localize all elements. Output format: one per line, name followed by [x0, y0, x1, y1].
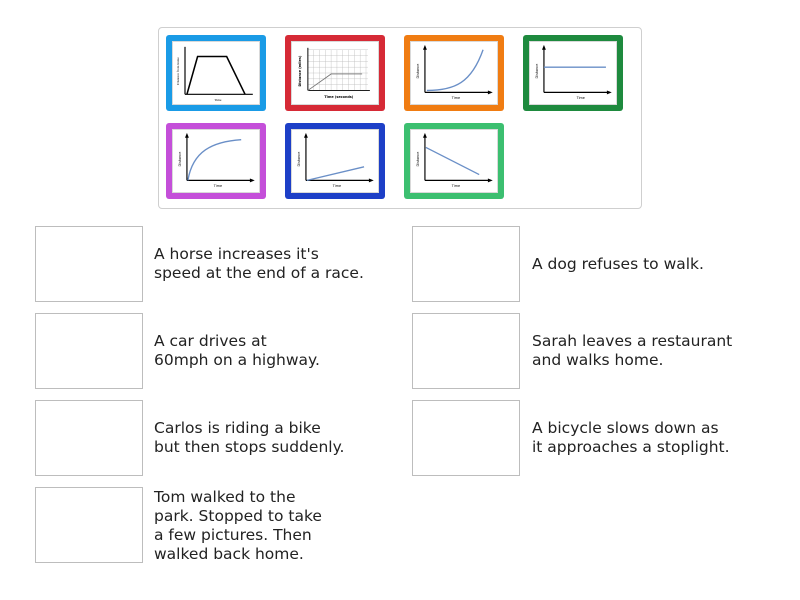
drop-slot-2[interactable] — [412, 226, 520, 302]
graph-card-face — [172, 129, 260, 193]
distance-time-graph-trapezoid — [173, 42, 259, 104]
ylabel: Distance (miles) — [298, 55, 303, 87]
xlabel: Time — [451, 96, 461, 101]
drop-slot-5[interactable] — [35, 400, 143, 476]
ylabel: Distance — [535, 63, 540, 79]
graph-card-exponential[interactable] — [404, 35, 504, 111]
distance-time-graph-grid — [292, 42, 378, 104]
drop-slot-3[interactable] — [35, 313, 143, 389]
graph-card-face — [410, 129, 498, 193]
drop-slot-1[interactable] — [35, 226, 143, 302]
xlabel: Time — [213, 184, 223, 189]
graph-card-trapezoid[interactable] — [166, 35, 266, 111]
drop-slot-7[interactable] — [35, 487, 143, 563]
distance-time-graph-linear-up — [292, 130, 378, 192]
match-description-6: A bicycle slows down as it approaches a stoplight. — [532, 419, 730, 456]
xlabel: Time — [332, 184, 342, 189]
graph-card-linear-up[interactable] — [285, 123, 385, 199]
match-description-7: Tom walked to the park. Stopped to take a few pictures. Then walked back home. — [154, 488, 322, 563]
xlabel: Time — [214, 98, 222, 103]
xlabel: Time — [451, 184, 461, 189]
graph-card-grid-flat[interactable] — [285, 35, 385, 111]
drop-slot-6[interactable] — [412, 400, 520, 476]
graph-card-concave[interactable] — [166, 123, 266, 199]
graph-card-horizontal[interactable] — [523, 35, 623, 111]
graph-card-face — [410, 41, 498, 105]
match-description-2: A dog refuses to walk. — [532, 254, 704, 273]
graph-card-face — [291, 41, 379, 105]
distance-time-graph-horizontal — [530, 42, 616, 104]
xlabel: Time — [576, 96, 585, 101]
match-description-4: Sarah leaves a restaurant and walks home. — [532, 332, 733, 369]
graph-card-face — [172, 41, 260, 105]
ylabel: Distance — [178, 151, 183, 167]
ylabel: Distance — [416, 151, 421, 167]
distance-time-graph-concave — [173, 130, 259, 192]
match-description-5: Carlos is riding a bike but then stops suddenly. — [154, 419, 345, 456]
distance-time-graph-linear-down — [411, 130, 497, 192]
graph-card-face — [529, 41, 617, 105]
graph-card-linear-down[interactable] — [404, 123, 504, 199]
xlabel: Time (seconds) — [324, 95, 354, 100]
graph-card-face — [291, 129, 379, 193]
match-description-1: A horse increases it's speed at the end of a race. — [154, 245, 364, 282]
ylabel: Distance — [416, 63, 421, 79]
match-description-3: A car drives at 60mph on a highway. — [154, 332, 320, 369]
drop-slot-4[interactable] — [412, 313, 520, 389]
distance-time-graph-exponential — [411, 42, 497, 104]
ylabel: Distance from home — [176, 57, 181, 85]
ylabel: Distance — [297, 151, 302, 167]
